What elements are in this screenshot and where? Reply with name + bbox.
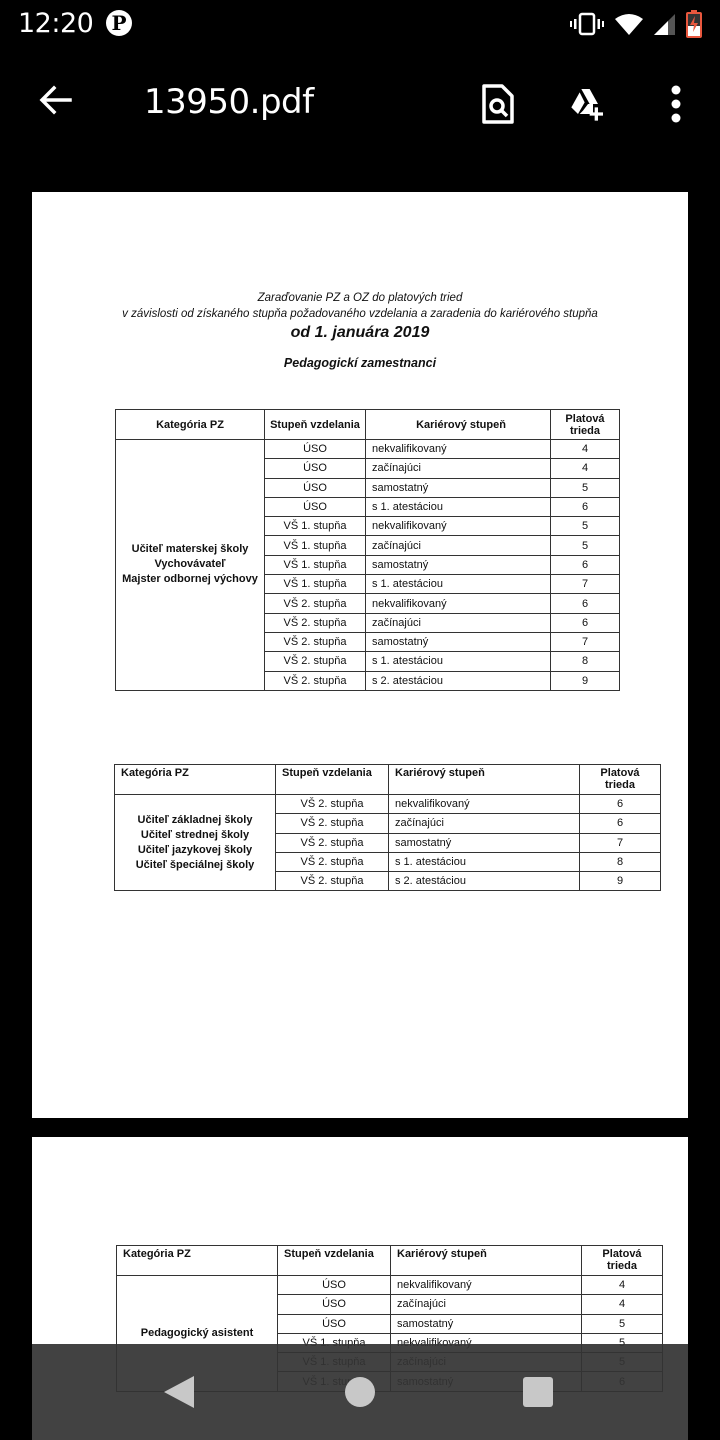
salary-class-cell: 9: [551, 671, 620, 690]
career-cell: nekvalifikovaný: [391, 1276, 582, 1295]
battery-charging-icon: [686, 10, 702, 38]
salary-class-cell: 6: [580, 795, 661, 814]
salary-table-2: [114, 764, 661, 891]
education-cell: VŠ 1. stupňa: [265, 536, 366, 555]
career-cell: začínajúci: [366, 459, 551, 478]
career-cell: s 1. atestáciou: [389, 852, 580, 871]
career-cell: začínajúci: [366, 613, 551, 632]
salary-class-cell: 9: [580, 872, 661, 891]
education-cell: VŠ 2. stupňa: [265, 652, 366, 671]
education-cell: VŠ 1. stupňa: [265, 575, 366, 594]
category-line: Majster odbornej výchovy: [122, 573, 258, 586]
career-cell: s 1. atestáciou: [366, 652, 551, 671]
career-cell: začínajúci: [366, 536, 551, 555]
education-cell: VŠ 1. stupňa: [265, 555, 366, 574]
find-in-document-icon[interactable]: [478, 80, 518, 128]
salary-class-cell: 5: [582, 1314, 663, 1333]
salary-table-1: [115, 409, 620, 691]
app-bar: [0, 48, 720, 160]
education-cell: VŠ 1. stupňa: [265, 517, 366, 536]
salary-class-cell: 5: [551, 517, 620, 536]
category-line: Učiteľ strednej školy: [140, 828, 250, 841]
system-icons: [570, 8, 702, 40]
salary-class-cell: 4: [582, 1276, 663, 1295]
education-cell: VŠ 2. stupňa: [276, 833, 389, 852]
career-cell: s 1. atestáciou: [366, 575, 551, 594]
header-career: Kariérový stupeň: [366, 410, 551, 440]
salary-class-cell: 4: [551, 440, 620, 459]
more-options-icon[interactable]: [656, 80, 696, 128]
table-row: [117, 1276, 663, 1295]
category-line: Učiteľ základnej školy: [137, 813, 253, 826]
salary-class-cell: 6: [580, 814, 661, 833]
education-cell: VŠ 2. stupňa: [276, 852, 389, 871]
education-cell: VŠ 2. stupňa: [276, 814, 389, 833]
back-arrow-icon[interactable]: [36, 80, 76, 120]
category-cell: [116, 440, 265, 691]
career-cell: začínajúci: [391, 1295, 582, 1314]
table-row: [115, 795, 661, 814]
salary-class-cell: 5: [551, 536, 620, 555]
document-title: 13950.pdf: [144, 82, 314, 122]
salary-class-cell: 6: [551, 594, 620, 613]
salary-class-cell: 8: [551, 652, 620, 671]
career-cell: nekvalifikovaný: [366, 517, 551, 536]
career-cell: samostatný: [366, 555, 551, 574]
salary-class-cell: 7: [551, 575, 620, 594]
header-salary-class: Platová trieda: [551, 410, 620, 440]
doc-title-line-1: Zaraďovanie PZ a OZ do platových tried: [257, 292, 463, 304]
career-cell: samostatný: [366, 478, 551, 497]
career-cell: samostatný: [389, 833, 580, 852]
table-1-body: [116, 440, 620, 691]
header-salary-class: Platová trieda: [580, 765, 661, 795]
career-cell: samostatný: [391, 1314, 582, 1333]
salary-class-cell: 4: [551, 459, 620, 478]
category-cell: [115, 795, 276, 891]
category-line: Učiteľ materskej školy: [131, 543, 249, 556]
career-cell: s 1. atestáciou: [366, 497, 551, 516]
save-to-drive-icon[interactable]: [568, 80, 608, 128]
education-cell: ÚSO: [265, 497, 366, 516]
salary-class-cell: 7: [551, 632, 620, 651]
vibrate-icon: [570, 12, 604, 36]
category-line: Učiteľ jazykovej školy: [137, 843, 253, 856]
salary-class-cell: 6: [551, 555, 620, 574]
doc-title-line-2: v závislosti od získaného stupňa požadovaného vzdelania a zaradenia do kariérového stupňa: [122, 308, 598, 320]
header-salary-class: Platová trieda: [582, 1246, 663, 1276]
education-cell: ÚSO: [278, 1276, 391, 1295]
salary-class-cell: 5: [551, 478, 620, 497]
nav-back-button[interactable]: [164, 1376, 194, 1408]
table-row: [116, 440, 620, 459]
salary-class-cell: 8: [580, 852, 661, 871]
status-time: 12:20: [18, 8, 94, 39]
category-line: Vychovávateľ: [154, 558, 226, 571]
salary-class-cell: 6: [551, 613, 620, 632]
doc-section-heading: Pedagogickí zamestnanci: [283, 356, 437, 370]
nav-home-button[interactable]: [345, 1377, 375, 1407]
education-cell: VŠ 2. stupňa: [265, 671, 366, 690]
salary-class-cell: 4: [582, 1295, 663, 1314]
education-cell: VŠ 2. stupňa: [276, 872, 389, 891]
education-cell: ÚSO: [265, 478, 366, 497]
header-category: Kategória PZ: [116, 410, 265, 440]
education-cell: VŠ 2. stupňa: [265, 594, 366, 613]
pdf-page-1: [32, 192, 688, 1118]
career-cell: s 2. atestáciou: [389, 872, 580, 891]
education-cell: ÚSO: [278, 1295, 391, 1314]
header-career: Kariérový stupeň: [389, 765, 580, 795]
wifi-icon: [614, 12, 644, 36]
career-cell: samostatný: [366, 632, 551, 651]
category-line: Učiteľ špeciálnej školy: [135, 858, 255, 871]
career-cell: nekvalifikovaný: [389, 795, 580, 814]
header-education: Stupeň vzdelania: [278, 1246, 391, 1276]
education-cell: ÚSO: [265, 459, 366, 478]
header-category: Kategória PZ: [117, 1246, 278, 1276]
header-education: Stupeň vzdelania: [276, 765, 389, 795]
cell-signal-icon: [654, 12, 676, 36]
nav-recents-button[interactable]: [523, 1377, 553, 1407]
table-2-body: [115, 795, 661, 891]
education-cell: VŠ 2. stupňa: [265, 632, 366, 651]
career-cell: nekvalifikovaný: [366, 440, 551, 459]
header-category: Kategória PZ: [115, 765, 276, 795]
salary-class-cell: 6: [551, 497, 620, 516]
education-cell: ÚSO: [265, 440, 366, 459]
education-cell: VŠ 2. stupňa: [265, 613, 366, 632]
salary-class-cell: 7: [580, 833, 661, 852]
education-cell: VŠ 2. stupňa: [276, 795, 389, 814]
career-cell: začínajúci: [389, 814, 580, 833]
education-cell: ÚSO: [278, 1314, 391, 1333]
career-cell: nekvalifikovaný: [366, 594, 551, 613]
category-line: Pedagogický asistent: [140, 1326, 254, 1339]
status-bar: [0, 0, 720, 48]
doc-date-line: od 1. januára 2019: [290, 324, 430, 341]
pinterest-icon: P: [106, 10, 132, 36]
career-cell: s 2. atestáciou: [366, 671, 551, 690]
header-education: Stupeň vzdelania: [265, 410, 366, 440]
header-career: Kariérový stupeň: [391, 1246, 582, 1276]
